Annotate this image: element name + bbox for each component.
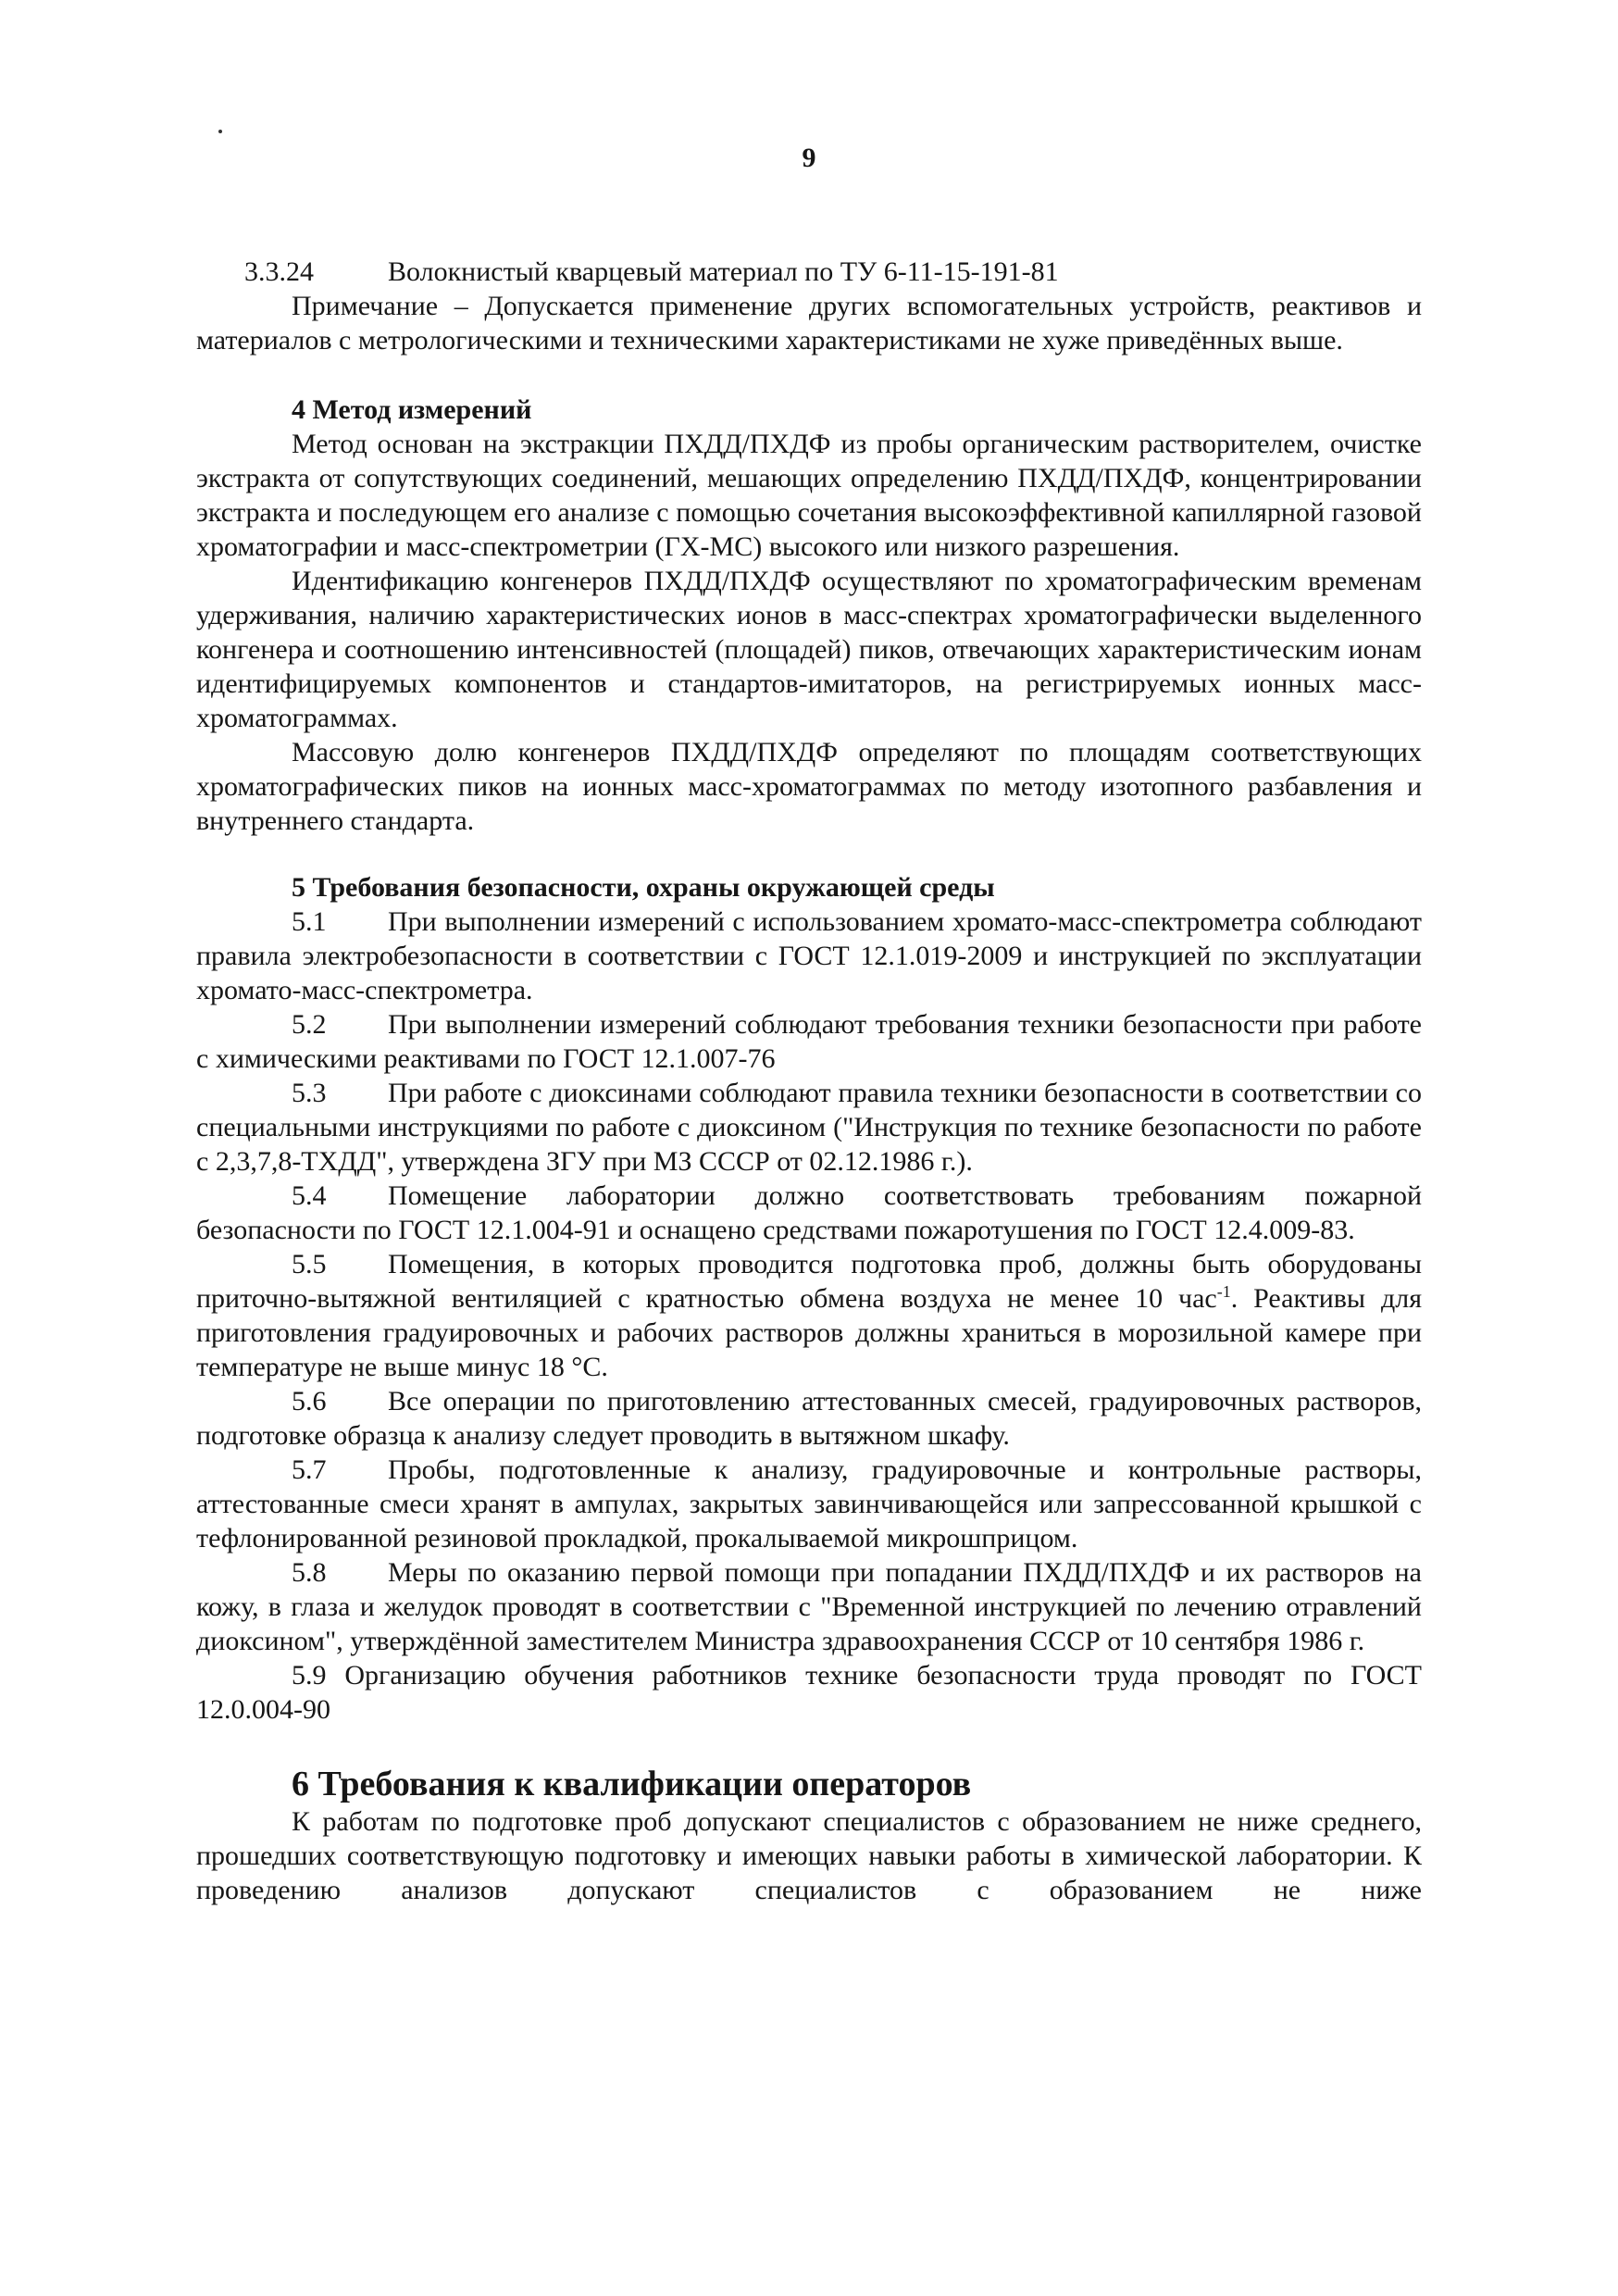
page-number: 9: [802, 143, 816, 173]
item-5-5: [196, 1247, 1422, 1384]
item-number: 5.8: [292, 1557, 327, 1588]
item-5-9: [196, 1658, 1422, 1727]
item-5-7: [196, 1453, 1422, 1555]
item-number: 5.3: [292, 1078, 327, 1108]
item-5-1: [196, 905, 1422, 1007]
scan-speck: [218, 130, 222, 133]
page-content: [196, 255, 1422, 1907]
item-text: При выполнении измерений с использованием хромато-масс-спектрометра соблюдают правила электробезопасности в соответствии с ГОСТ 12.1.019-2009 и инструкцией по эксплуатации хромато-масс-спектрометра.: [196, 906, 1422, 1005]
item-number: 3.3.24: [244, 256, 314, 287]
item-3-3-24: [196, 255, 1422, 289]
section-4-title: 4 Метод измерений: [292, 394, 532, 425]
section-4-paragraph-3: Массовую долю конгенеров ПХДД/ПХДФ определяют по площадям соответствующих хроматографических пиков на ионных масс-хроматограммах по методу изотопного разбавления и внутреннего стандарта.: [196, 737, 1422, 836]
section-6-paragraph: К работам по подготовке проб допускают специалистов с образованием не ниже среднего, прошедших соответствующую подготовку и имеющих навыки работы в химической лаборатории. К проведению анализов допускают специалистов с образованием не ниже: [196, 1806, 1422, 1905]
item-text: Пробы, подготовленные к анализу, градуировочные и контрольные растворы, аттестованные смеси хранят в ампулах, закрытых завинчивающейся или запрессованной крышкой с тефлонированной резиновой прокладкой, прокалываемой микрошприцом.: [196, 1454, 1422, 1554]
item-number: 5.2: [292, 1009, 327, 1040]
item-text: При выполнении измерений соблюдают требования техники безопасности при работе с химическими реактивами по ГОСТ 12.1.007-76: [196, 1009, 1422, 1074]
item-5-8: [196, 1555, 1422, 1658]
item-5-2: [196, 1007, 1422, 1076]
item-5-3: [196, 1076, 1422, 1179]
item-number: 5.4: [292, 1180, 327, 1211]
item-text-after: . Реактивы для приготовления градуировочных и рабочих растворов должны храниться в морозильной камере при температуре не выше минус 18 °С.: [196, 1283, 1422, 1382]
item-5-4: [196, 1179, 1422, 1247]
item-5-6: [196, 1384, 1422, 1453]
section-4-paragraph-2: Идентификацию конгенеров ПХДД/ПХДФ осуществляют по хроматографическим временам удерживания, наличию характеристических ионов в масс-спектрах хроматографически выделенного конгенера и соотношению интенсивностей (площадей) пиков, отвечающих характеристическим ионам идентифицируемых компонентов и стандартов-имитаторов, на регистрируемых ионных масс-хроматограммах.: [196, 566, 1422, 733]
item-text-before: Помещения, в которых проводится подготовка проб, должны быть оборудованы приточно-вытяжной вентиляцией с кратностью обмена воздуха не менее 10 час: [196, 1249, 1422, 1314]
item-text: Все операции по приготовлению аттестованных смесей, градуировочных растворов, подготовке образца к анализу следует проводить в вытяжном шкафу.: [196, 1386, 1422, 1451]
item-number: 5.6: [292, 1386, 327, 1416]
section-5-title: 5 Требования безопасности, охраны окружающей среды: [292, 872, 995, 903]
item-text: Меры по оказанию первой помощи при попадании ПХДД/ПХДФ и их растворов на кожу, в глаза и желудок проводят в соответствии с "Временной инструкцией по лечению отравлений диоксином", утверждённой заместителем Министра здравоохранения СССР от 10 сентября 1986 г.: [196, 1557, 1422, 1656]
superscript: -1: [1216, 1282, 1231, 1301]
item-number: 5.1: [292, 906, 327, 937]
item-text: 5.9 Организацию обучения работников технике безопасности труда проводят по ГОСТ 12.0.004-90: [196, 1660, 1422, 1725]
item-text: Помещение лаборатории должно соответствовать требованиям пожарной безопасности по ГОСТ 12.1.004-91 и оснащено средствами пожаротушения по ГОСТ 12.4.009-83.: [196, 1180, 1422, 1245]
note-paragraph: Примечание – Допускается применение других вспомогательных устройств, реактивов и материалов с метрологическими и техническими характеристиками не хуже приведённых выше.: [196, 291, 1422, 356]
item-text: При работе с диоксинами соблюдают правила техники безопасности в соответствии со специальными инструкциями по работе с диоксином ("Инструкция по технике безопасности по работе с 2,3,7,8-ТХДД", утверждена ЗГУ при МЗ СССР от 02.12.1986 г.).: [196, 1078, 1422, 1177]
item-number: 5.7: [292, 1454, 327, 1485]
item-text: Волокнистый кварцевый материал по ТУ 6-11-15-191-81: [388, 256, 1059, 287]
item-number: 5.5: [292, 1249, 327, 1279]
section-4-paragraph-1: Метод основан на экстракции ПХДД/ПХДФ из пробы органическим растворителем, очистке экстракта от сопутствующих соединений, мешающих определению ПХДД/ПХДФ, концентрировании экстракта и последующем его анализе с помощью сочетания высокоэффективной капиллярной газовой хроматографии и масс-спектрометрии (ГХ-МС) высокого или низкого разрешения.: [196, 429, 1422, 562]
section-6-title: 6 Требования к квалификации операторов: [292, 1765, 972, 1803]
